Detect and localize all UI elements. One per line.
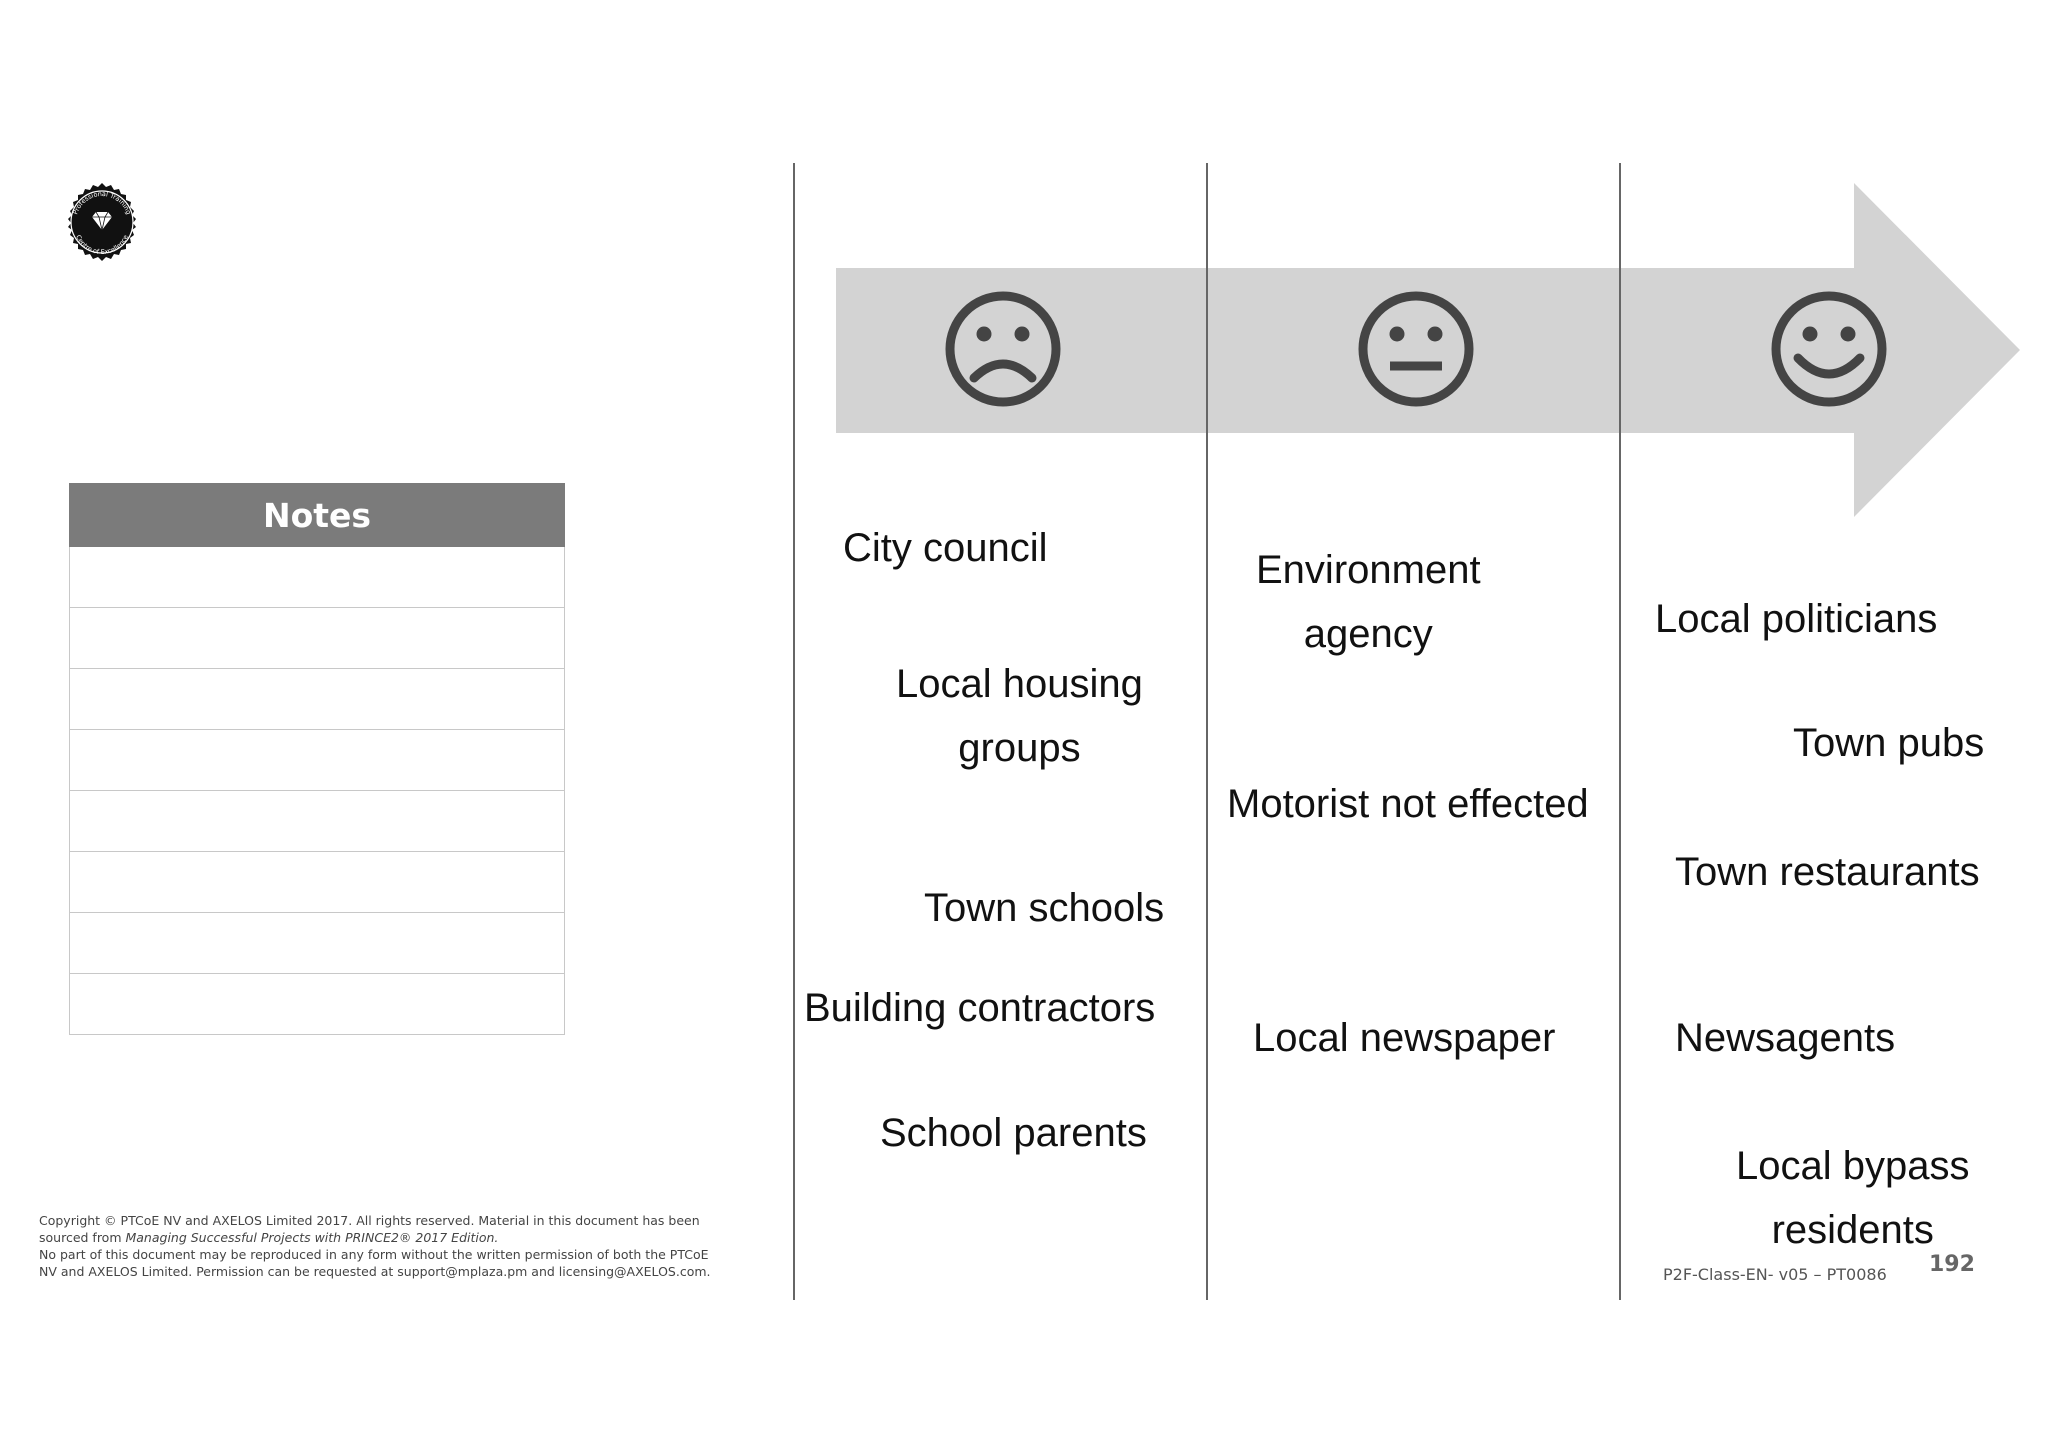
notes-row bbox=[69, 852, 565, 913]
stakeholder-label: Building contractors bbox=[804, 986, 1156, 1030]
stakeholder-label: City council bbox=[843, 526, 1048, 570]
notes-row bbox=[69, 791, 565, 852]
stakeholder-label: Local newspaper bbox=[1253, 1016, 1556, 1060]
column-divider bbox=[1619, 163, 1621, 1300]
notes-row bbox=[69, 608, 565, 669]
document-reference: P2F-Class-EN- v05 – PT0086 bbox=[1663, 1265, 1887, 1284]
column-divider bbox=[793, 163, 795, 1300]
notes-row bbox=[69, 974, 565, 1035]
neutral-face-icon bbox=[1357, 290, 1475, 408]
notes-row bbox=[69, 730, 565, 791]
stakeholder-label: School parents bbox=[880, 1111, 1147, 1155]
copyright-notice: Copyright © PTCoE NV and AXELOS Limited 2017. All rights reserved. Material in this document has been sourced from Managing Successful Projects with PRINCE2® 2017 Edition. No part of this document may be reproduced in any form without the written permission of both the PTCoE NV and AXELOS Limited. Permission can be requested at support@mplaza.pm and licensing@AXELOS.com. bbox=[39, 1213, 711, 1279]
stakeholder-label: Town restaurants bbox=[1675, 850, 1980, 894]
column-divider bbox=[1206, 163, 1208, 1300]
logo-text-top: Professional Training bbox=[71, 189, 133, 216]
sad-face-icon bbox=[944, 290, 1062, 408]
stakeholder-label: Local bypass residents bbox=[1736, 1144, 1970, 1252]
notes-title: Notes bbox=[69, 483, 565, 547]
stakeholder-label: Town schools bbox=[924, 886, 1165, 930]
happy-face-icon bbox=[1770, 290, 1888, 408]
stakeholder-label: Environment agency bbox=[1256, 548, 1481, 656]
stakeholder-label: Motorist not effected bbox=[1227, 782, 1589, 826]
stakeholder-label: Town pubs bbox=[1793, 721, 1985, 765]
notes-row bbox=[69, 547, 565, 608]
logo-text-bottom: Centre of Excellence bbox=[74, 233, 130, 257]
stakeholder-label: Newsagents bbox=[1675, 1016, 1896, 1060]
notes-table bbox=[69, 483, 565, 1035]
stakeholder-label: Local housing groups bbox=[896, 662, 1143, 770]
notes-row bbox=[69, 913, 565, 974]
notes-row bbox=[69, 669, 565, 730]
page-number: 192 bbox=[1929, 1252, 1975, 1277]
ptcoe-logo bbox=[62, 182, 142, 262]
stakeholder-label: Local politicians bbox=[1655, 597, 1938, 641]
